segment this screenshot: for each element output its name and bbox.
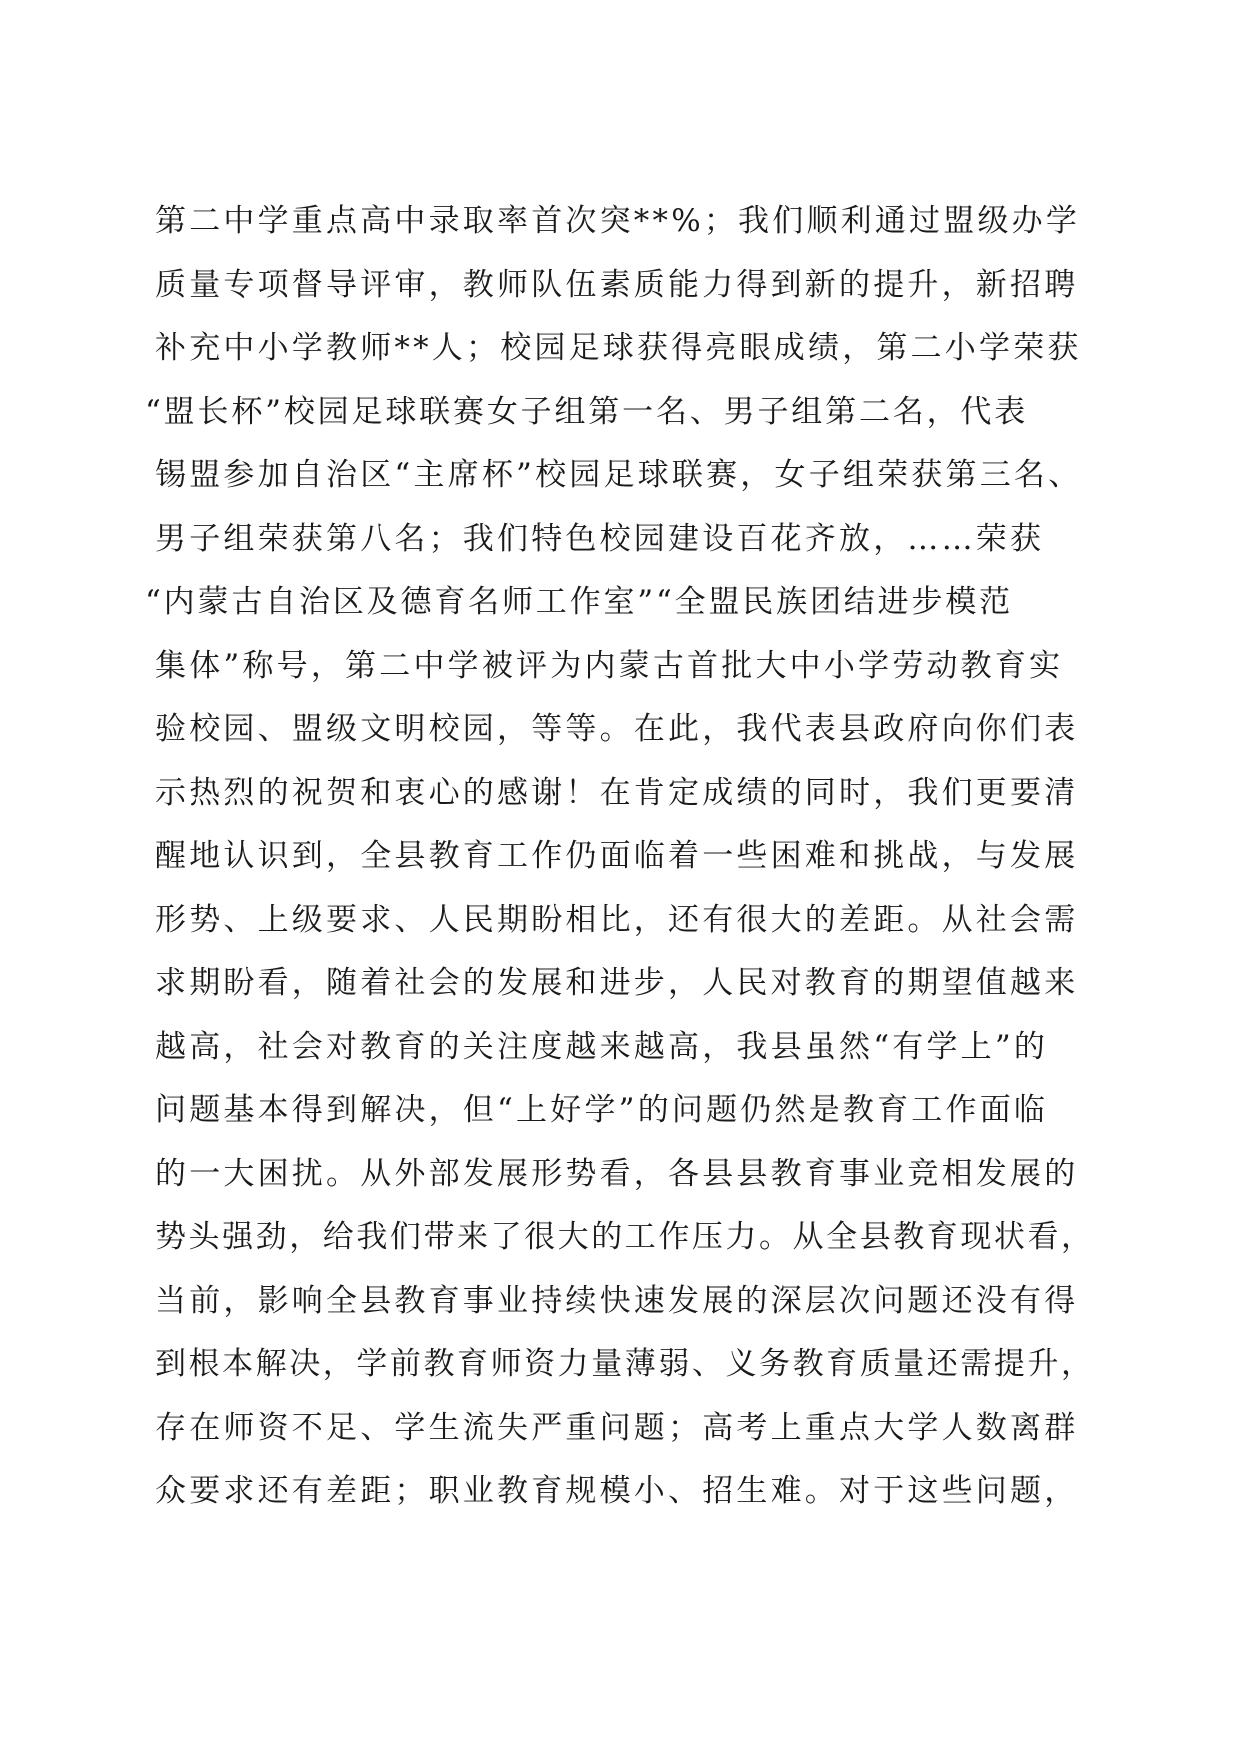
text-line: 越高，社会对教育的关注度越来越高，我县虽然“有学上”的 — [155, 1028, 1049, 1065]
text-line: 男子组荣获第八名；我们特色校园建设百花齐放，……荣获 — [155, 520, 1045, 557]
text-line: 集体”称号，第二中学被评为内蒙古首批大中小学劳动教育实 — [155, 647, 1064, 684]
text-line: 势头强劲，给我们带来了很大的工作压力。从全县教育现状看， — [155, 1219, 1095, 1255]
text-line: 到根本解决，学前教育师资力量薄弱、义务教育质量还需提升， — [155, 1346, 1095, 1382]
text-line: 第二中学重点高中录取率首次突**%；我们顺利通过盟级办学 — [155, 203, 1081, 239]
text-line: 补充中小学教师**人；校园足球获得亮眼成绩，第二小学荣获 — [155, 330, 1082, 366]
text-line: “内蒙古自治区及德育名师工作室”“全盟民族团结进步模范 — [145, 584, 1013, 620]
text-line: 形势、上级要求、人民期盼相比，还有很大的差距。从社会需 — [155, 901, 1079, 938]
text-line: 锡盟参加自治区“主席杯”校园足球联赛，女子组荣获第三名、 — [155, 457, 1083, 493]
text-line: 问题基本得到解决，但“上好学”的问题仍然是教育工作面临 — [155, 1092, 1049, 1128]
text-line: 当前，影响全县教育事业持续快速发展的深层次问题还没有得 — [155, 1282, 1079, 1319]
text-line: “盟长杯”校园足球联赛女子组第一名、男子组第二名，代表 — [145, 393, 1029, 430]
text-line: 质量专项督导评审，教师队伍素质能力得到新的提升，新招聘 — [155, 266, 1079, 303]
text-line: 的一大困扰。从外部发展形势看，各县县教育事业竞相发展的 — [155, 1155, 1079, 1192]
text-line: 验校园、盟级文明校园，等等。在此，我代表县政府向你们表 — [155, 711, 1079, 747]
text-line: 众要求还有差距；职业教育规模小、招生难。对于这些问题， — [155, 1473, 1079, 1509]
text-line: 示热烈的祝贺和衷心的感谢！在肯定成绩的同时，我们更要清 — [155, 774, 1079, 811]
text-line: 求期盼看，随着社会的发展和进步，人民对教育的期望值越来 — [155, 965, 1079, 1001]
text-line: 醒地认识到，全县教育工作仍面临着一些困难和挑战，与发展 — [155, 838, 1079, 874]
body-paragraph — [145, 190, 1095, 1524]
text-line: 存在师资不足、学生流失严重问题；高考上重点大学人数离群 — [155, 1409, 1079, 1446]
